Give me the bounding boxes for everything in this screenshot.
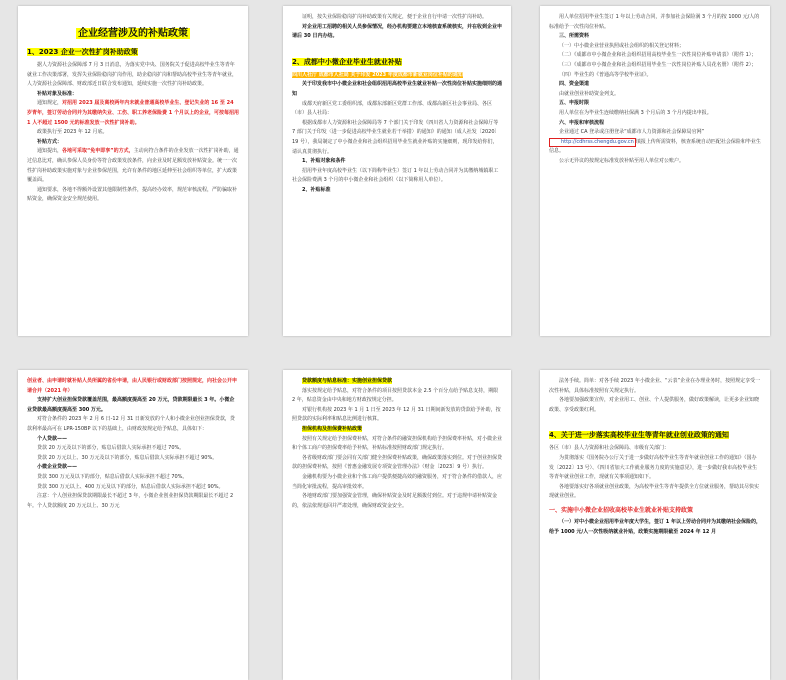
paragraph: 补贴对象及标准： (37, 90, 78, 97)
paragraph: 担保机构及担保费补贴政策 (302, 425, 363, 432)
paragraph: 各地财政部门要加强资金管理，确保补贴资金及时足额拨付到位。对于违规申请补贴资金的，依法依规追回并严肃处理，确保财政资金安全。 (292, 493, 498, 509)
paragraph: 五、申报时限 (559, 100, 590, 107)
paragraph: 创业者、由申请时就补贴人员所属的省份申请，由人民银行或财政部门按照规定，向社会公开申请合并（2021 年） (27, 378, 238, 394)
paragraph: 2、补贴标准 (302, 186, 331, 193)
paragraph: 个人贷款—— (37, 435, 68, 442)
paragraph: 各区（市）县人力资源和社会保障局、市级有关部门： (549, 445, 670, 452)
paragraph: 三、所需资料 (559, 33, 590, 40)
page1-body (27, 61, 239, 205)
paragraph: 公示无异议的按规定标准发放补贴至用人单位对公账户。 (559, 157, 685, 164)
paragraph: 用人单位招用毕业生签订 1 年以上劳动合同，并参加社会保险满 3 个月的按 1000 元/人的标准给予一次性岗位补贴。 (549, 14, 760, 30)
section-heading: 2、成都中小微企业毕业生就业补贴 (292, 57, 402, 66)
paragraph: 贷款 300 万元以上、400 万元及以下的部分，贴息后借款人实际承担不超过 90%。 (37, 483, 224, 490)
paragraph: 小微企业贷款—— (37, 464, 78, 471)
paragraph: 成都天府新区党工委组织部，成都东部新区党群工作部、成都高新区社会事业局、各区（市）县人社局： (292, 100, 493, 117)
paragraph: 证明，按失业保险稳岗扩岗补助政策有关规定，便于企业自行申请一次性扩岗补助。 (302, 14, 488, 20)
red-subheading: 一、实施中小微企业招收高校毕业生就业补贴支持政策 (549, 506, 694, 514)
paragraph: 关于印发我市中小微企业和社会组织招用高校毕业生就业补贴一次性岗位补贴实施细则的通知 (292, 81, 503, 97)
paragraph: 为贯彻落实《国务院办公厅关于进一步做好高校毕业生等青年就业创业工作的通知》（国办发〔2022〕13 号）、《四川省加大工作就业服务力度的实施意见》，进一步做好我市高校毕业生等青年就业创业工作，现就有关事项通知如下。 (549, 454, 758, 481)
paragraph: 通知要求，各地不得额外设置其他限制性条件，提高经办效率，规范审核流程，严防骗取补贴资金，确保资金安全规范使用。 (27, 186, 238, 203)
website-link[interactable]: http://cdhrss.chengdu.gov.cn (549, 138, 636, 147)
paragraph: 支持扩大创业担保贷款覆盖范围，最高额度提高至 20 万元，贷款期限最长 3 年。小微企业贷款最高额度提高至 300 万元。 (27, 397, 235, 413)
paragraph: （三）《成都市中小微企业和社会组织招用毕业生一次性岗位补贴人员花名册》（附件 2）； (559, 61, 757, 68)
page-4 (18, 370, 248, 680)
paragraph: 法务手续。简单：对各手续 2023 年小微企业、“云表”企业在办理业务时，按照规定享受一次性补贴，具体标准按照有关规定执行。 (549, 378, 761, 394)
paragraph: 落实按规定给予贴息，对符合条件的项目按照贷款本金 2.5 个百分点给予贴息支持，期限 2 年，贴息资金由中央和地方财政按规定分担。 (292, 387, 499, 404)
paragraph: 四、资金渠道 (559, 81, 590, 88)
paragraph: 对企业用工招聘的相关人员参保情况，经办机构要建立本地核查系统核实，并在收到企业申请后 30 日内办结。 (292, 23, 503, 40)
paragraph: 1、补贴对象和条件 (302, 158, 346, 165)
section-heading: 4、关于进一步落实高校毕业生等青年就业创业政策的通知 (549, 431, 729, 440)
paragraph: 招用毕业年度高校毕业生（以下简称毕业生）签订 1 年以上劳动合同并为其缴纳城镇职工社会保险费满 3 个月的中小微企业和社会组织（以下简称用人单位）。 (292, 167, 499, 184)
paragraph: 各地要落实好各项就业创业政策，为高校毕业生等青年提供全方位就业服务，帮助其尽快实现就业创业。 (549, 483, 760, 500)
paragraph: 按照有关规定给予担保费补贴，对符合条件的融资担保机构给予担保费率补贴，对小微企业和个体工商户的担保费率给予补贴，补贴标准按照财政部门规定执行。 (292, 435, 503, 452)
paragraph: 企业通过 CA 登录或注册登录“成都市人力资源和社会保障局官网”http://cdhrss.chengdu.gov.cn 填报上传所需资料，核查系统自动匹配社会保险和毕业生信息。 (549, 129, 761, 155)
paragraph: 六、申报和审核流程 (559, 119, 605, 126)
paragraph: 贷款额度与贴息标准：实施创业担保贷款 (302, 378, 393, 384)
paragraph: 用人单位在为毕业生连续缴纳社保满 3 个月后的 3 个月内提出申报。 (559, 109, 712, 116)
paragraph: 对符合条件的 2023 年 2 月 6 日-12 月 31 日新发放的个人和小微企业创业担保贷款，贷款利率最高可在 LPR-150BP 以下的基础上，由财政按规定给予贴息，具体如下： (27, 416, 235, 432)
paragraph: 根据成都市人力资源和社会保障局等 7 个部门关于印发《四川省人力资源和社会保障厅等 7 部门关于印发〈进一步促进高校毕业生就业若干举措〉的通知》的通知（成人社发〔2020〕19 号），我局制定了中小微企业和社会组织招用毕业生就业补贴的实施细则，现印发给你们，请认真贯彻执行。 (292, 119, 500, 155)
paragraph: 由就业创业补助资金列支。 (559, 90, 620, 97)
paragraph: 各地要加强政策宣传，对企业用工、创业、个人提供服务，做好政策解读，让更多企业知晓政策、享受政策红利。 (549, 397, 760, 413)
document-title: 企业经营涉及的补贴政策 (78, 28, 188, 39)
page-1 (18, 6, 248, 336)
paragraph: （一）对中小微企业招用毕业年度大学生，签订 1 年以上劳动合同并为其缴纳社会保险的，给予 1000 元/人一次性吸纳就业补贴，政策实施期限截至 2024 年 12 月 (549, 518, 761, 535)
paragraph: 金融机构要为小微企业和个体工商户提供便捷高效的融资服务，对于符合条件的借款人，应当简化审批流程，提高审批效率。 (292, 473, 503, 490)
paragraph: 贷款 300 万元及以下的部分，贴息后借款人实际承担不超过 70%。 (37, 473, 188, 480)
paragraph: 贷款 20 万元及以下的部分，贴息后借款人实际承担不超过 70%。 (37, 445, 185, 452)
paragraph: 各省级财政部门要会同有关部门健全担保费补贴政策，确保政策落实到位。对于创业担保贷款的担保费补贴，按照《普惠金融发展专项资金管理办法》（财金〔2023〕9 号）执行。 (292, 454, 503, 471)
paragraph: 注意：个人创业担保贷款期限最长不超过 3 年，小微企业创业担保贷款期限最长不超过 2 年。个人贷款额度 20 万元以上、30 万元 (27, 493, 234, 509)
paragraph: 贷款 20 万元以上、30 万元及以下的部分，贴息后借款人实际承担不超过 90%。 (37, 454, 218, 461)
section-heading: 1、2023 企业一次性扩岗补助政策 (27, 48, 138, 56)
paragraph: 通知规定，对招用 2023 届及离校两年内未就业普通高校毕业生、登记失业的 16 至 24 岁青年，签订劳动合同并为其缴纳失业、工伤、职工养老保险费 1 个月以上的企业，可按每招用 1 人不超过 1500 元的标准发放一次性扩岗补助。 (27, 100, 239, 126)
page-2 (283, 6, 511, 336)
paragraph: 据人力资源社会保障部 7 月 3 日消息，为落实党中央、国务院关于促进高校毕业生等青年就业工作决策部署，发挥失业保险稳岗扩岗作用，助企稳岗扩岗和帮助高校毕业生等青年就业，人力资源社会保障部、财政部近日联合发布通知，延续实施一次性扩岗补助政策。 (27, 62, 238, 88)
subtitle: 四川人社厅 成都市人社局 关于印发 2023 年度成都市新就业岗位补贴的通知 (292, 71, 463, 78)
paragraph: 政策执行至 2023 年 12 月底。 (37, 129, 108, 136)
paragraph: （四）毕业生的《普通高等学校毕业证》。 (559, 71, 652, 78)
page-6 (540, 370, 770, 680)
page-5 (283, 370, 511, 680)
page-3 (540, 6, 770, 336)
paragraph: 对银行机构按 2023 年 1 月 1 日至 2023 年 12 月 31 日期间新发放的贷款给予补助，按照贷款的实际利率和贴息比例进行核算。 (292, 406, 501, 423)
paragraph: 通知提出，各地可采取“免申即享”的方式，主动向符合条件的企业发放一次性扩岗补助，通过信息比对，确认参保人员身份等符合政策发放条件，向企业及时足额发放补贴资金。统一一次性扩岗补助政策实施对象与企业参保范围，允许有条件的地区延伸至社会组织等单位，扩大政策覆盖面。 (27, 148, 239, 184)
paragraph: 补贴方式： (37, 138, 63, 145)
paragraph: （二）《成都市中小微企业和社会组织招用高校毕业生一次性岗位补贴申请表》（附件 1）； (559, 52, 757, 59)
paragraph: （一）中小微企业营业执照或社会组织的相关登记材料； (559, 42, 685, 49)
